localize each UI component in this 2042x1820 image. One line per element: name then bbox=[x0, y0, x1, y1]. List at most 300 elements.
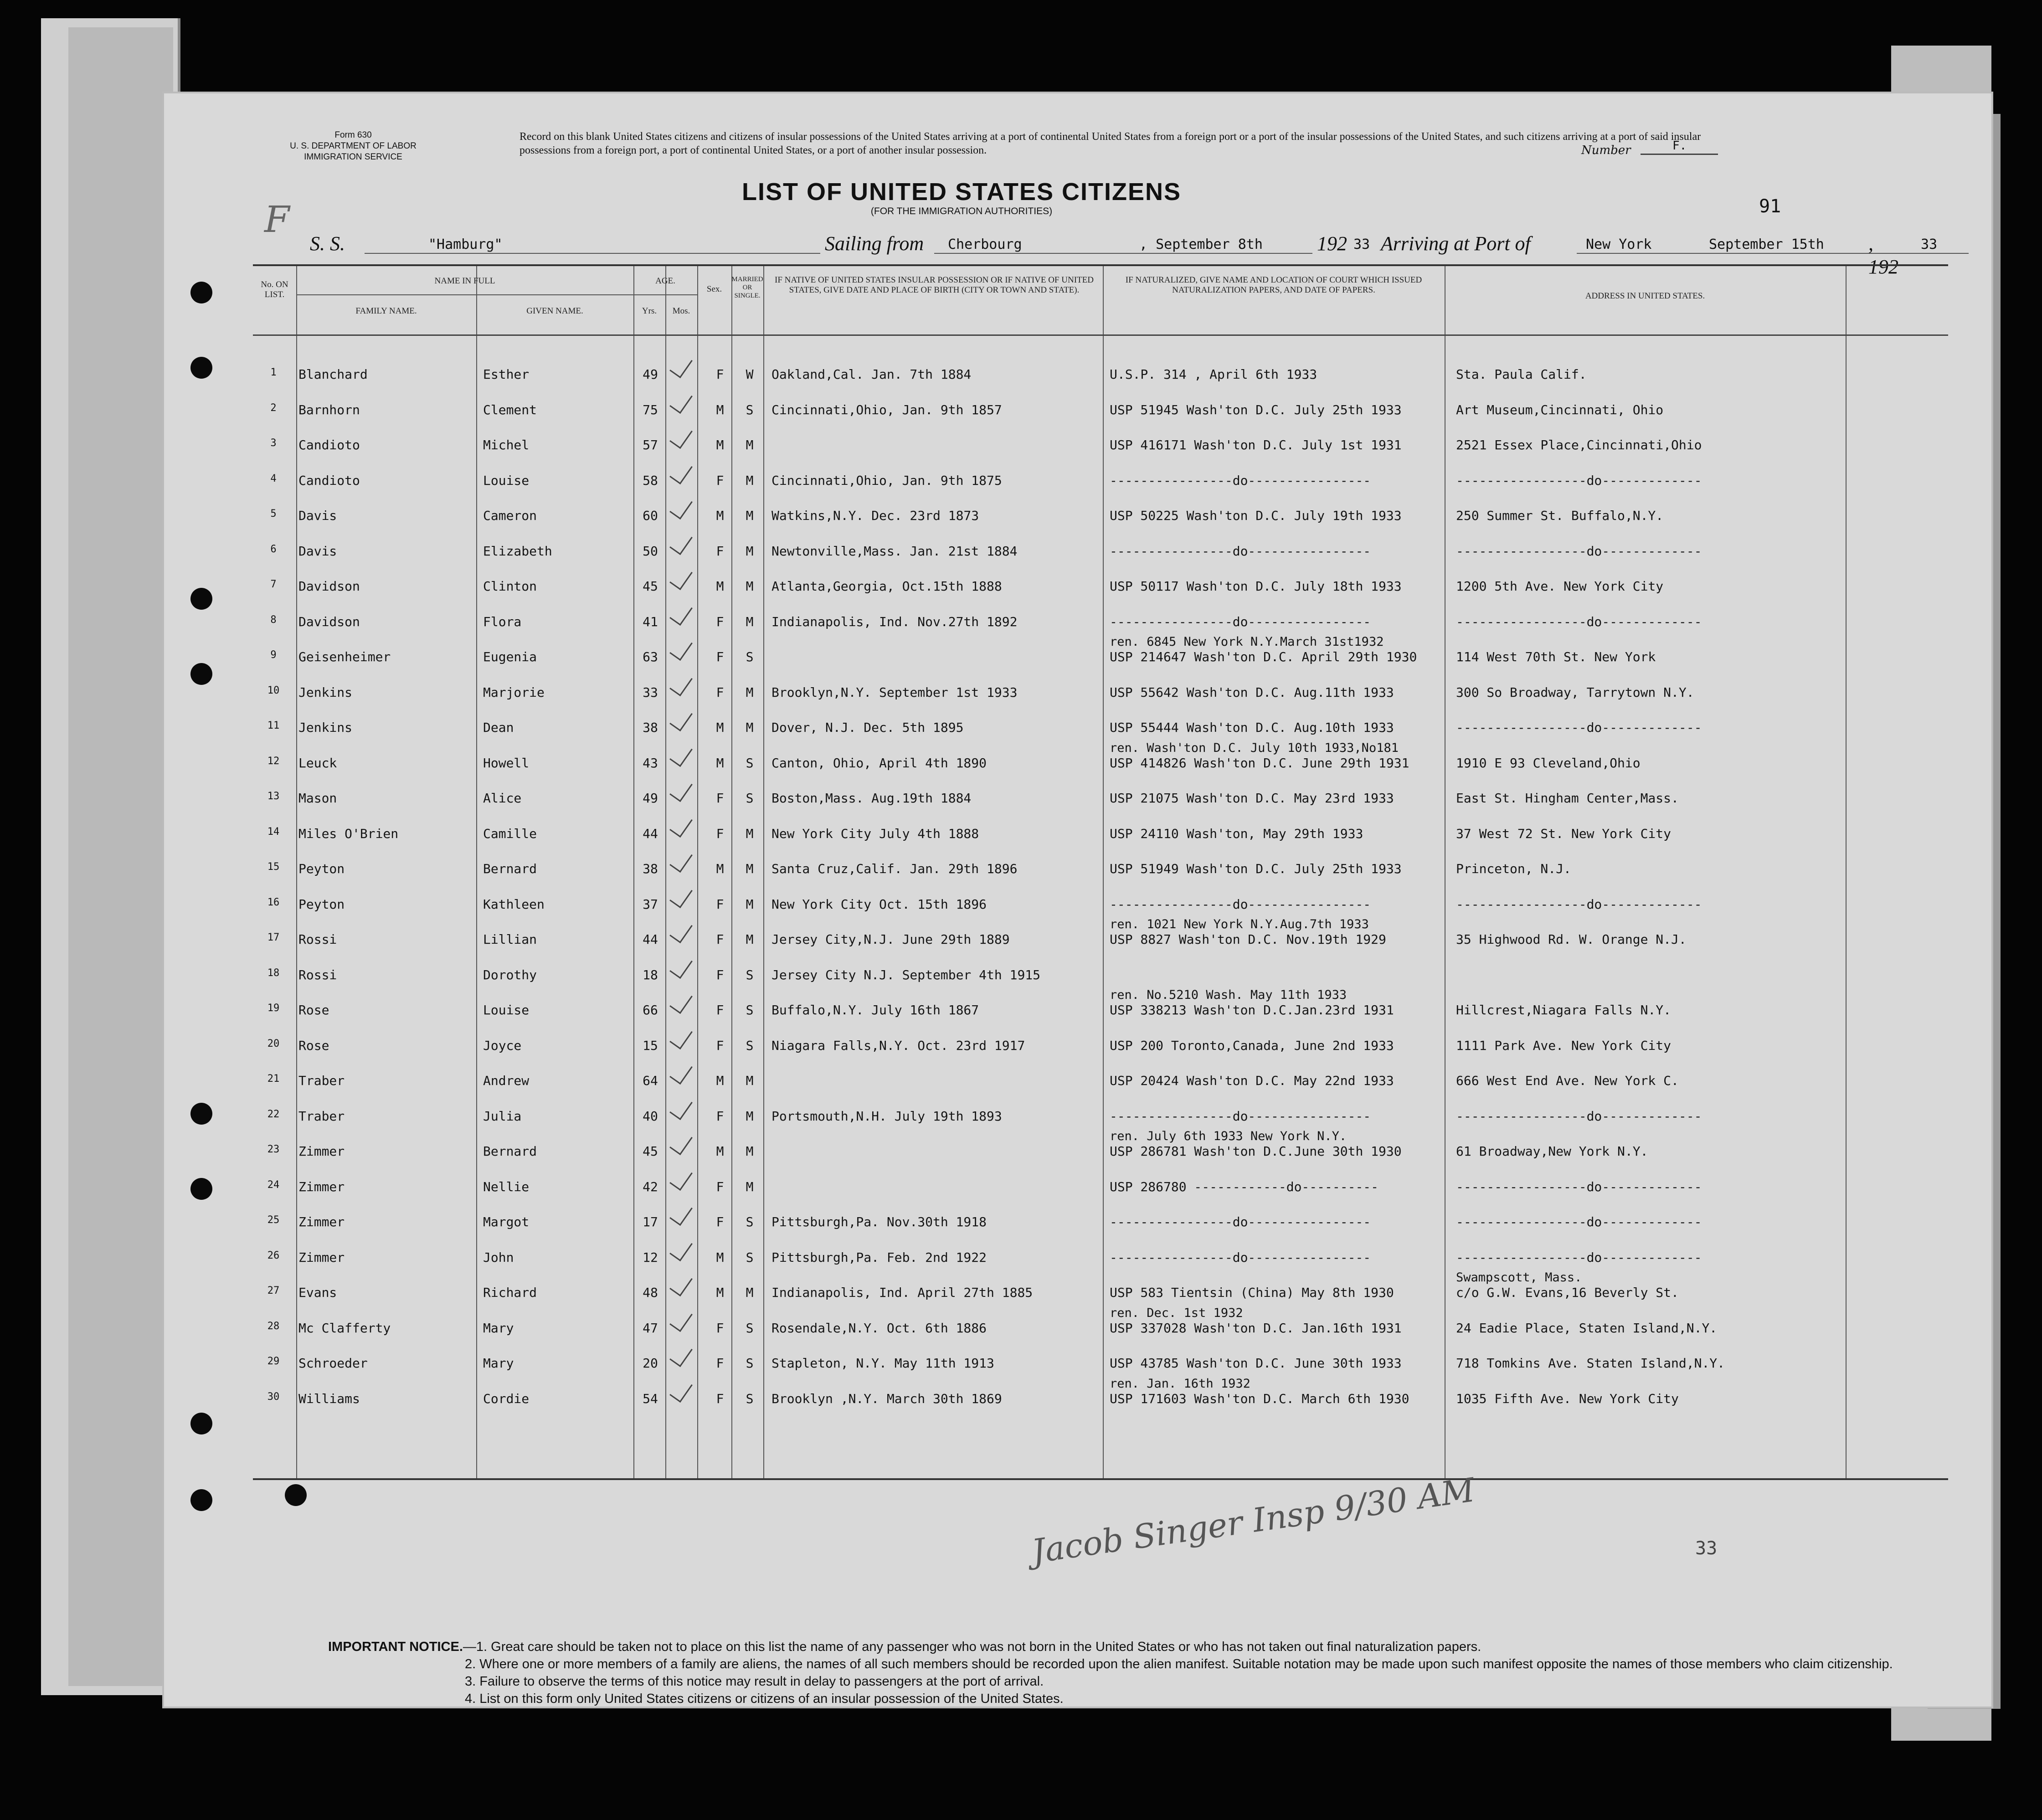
arrival-port: New York bbox=[1586, 236, 1652, 252]
sailing-label: Sailing from bbox=[825, 232, 924, 255]
cell-family-name: Blanchard bbox=[298, 367, 368, 382]
cell-given-name: Nellie bbox=[483, 1179, 530, 1194]
arrival-underline bbox=[1577, 253, 1969, 254]
cell-naturalization: USP 200 Toronto,Canada, June 2nd 1933 bbox=[1110, 1038, 1394, 1053]
cell-birth-place-date: Cincinnati,Ohio, Jan. 9th 1875 bbox=[772, 473, 1002, 488]
table-row bbox=[253, 774, 1948, 810]
cell-birth-place-date: Brooklyn ,N.Y. March 30th 1869 bbox=[772, 1391, 1002, 1406]
cell-age: 20 bbox=[643, 1356, 658, 1371]
cell-given-name: John bbox=[483, 1249, 514, 1265]
cell-address: 718 Tomkins Ave. Staten Island,N.Y. bbox=[1456, 1356, 1725, 1371]
cell-marital-status: M bbox=[746, 1108, 754, 1124]
cell-sex: M bbox=[716, 1144, 724, 1159]
cell-sex: F bbox=[716, 1320, 724, 1336]
cell-given-name: Julia bbox=[483, 1108, 522, 1124]
cell-list-number: 25 bbox=[267, 1214, 280, 1226]
tally-check-mark bbox=[669, 1271, 693, 1296]
cell-age: 60 bbox=[643, 508, 658, 523]
cell-given-name: Howell bbox=[483, 755, 530, 771]
departure-date: , September 8th bbox=[1139, 236, 1263, 252]
cell-birth-place-date: Newtonville,Mass. Jan. 21st 1884 bbox=[772, 543, 1018, 559]
cell-sex: F bbox=[716, 649, 724, 664]
punch-hole bbox=[190, 1489, 212, 1511]
tally-check-mark bbox=[669, 565, 693, 590]
cell-family-name: Rossi bbox=[298, 967, 337, 982]
table-row bbox=[253, 810, 1948, 845]
cell-given-name: Esther bbox=[483, 367, 530, 382]
cell-naturalization: USP 55444 Wash'ton D.C. Aug.10th 1933 bbox=[1110, 720, 1394, 735]
corner-mark: 33 bbox=[1695, 1538, 1718, 1559]
form-instructions: Record on this blank United States citizens and citizens of insular possessions of the United States arriving at a port of continental United States from a foreign port or a port of the insular possessions of the United States, and such citizens arriving at a port of said insular possessions from a foreign port, a port of continental United States, or a port of another insular possession. bbox=[520, 131, 1701, 156]
cell-naturalization-note: ren. Jan. 16th 1932 bbox=[1110, 1376, 1250, 1391]
table-row bbox=[253, 1127, 1948, 1163]
cell-birth-place-date: Stapleton, N.Y. May 11th 1913 bbox=[772, 1356, 994, 1371]
cell-list-number: 15 bbox=[267, 861, 280, 873]
cell-given-name: Flora bbox=[483, 614, 522, 629]
cell-family-name: Jenkins bbox=[298, 720, 353, 735]
tally-check-mark bbox=[669, 1342, 693, 1367]
cell-naturalization: USP 55642 Wash'ton D.C. Aug.11th 1933 bbox=[1110, 684, 1394, 700]
cell-given-name: Lillian bbox=[483, 932, 537, 947]
cell-address: -----------------do------------- bbox=[1456, 1214, 1702, 1229]
cell-marital-status: S bbox=[746, 1214, 754, 1229]
cell-given-name: Camille bbox=[483, 826, 537, 841]
tally-check-mark bbox=[669, 1236, 693, 1261]
cell-family-name: Zimmer bbox=[298, 1179, 345, 1194]
cell-age: 12 bbox=[643, 1249, 658, 1265]
cell-naturalization-note: ren. No.5210 Wash. May 11th 1933 bbox=[1110, 988, 1347, 1002]
cell-list-number: 13 bbox=[267, 791, 280, 802]
cell-naturalization: ----------------do---------------- bbox=[1110, 896, 1371, 912]
table-row bbox=[253, 951, 1948, 987]
cell-list-number: 14 bbox=[267, 826, 280, 838]
cell-family-name: Davidson bbox=[298, 579, 360, 594]
cell-list-number: 11 bbox=[267, 720, 280, 731]
cell-marital-status: M bbox=[746, 437, 754, 452]
cell-marital-status: S bbox=[746, 1320, 754, 1336]
table-row bbox=[253, 457, 1948, 492]
page-title: LIST OF UNITED STATES CITIZENS bbox=[742, 178, 1181, 206]
tally-check-mark bbox=[669, 636, 693, 661]
header-naturalized: IF NATURALIZED, GIVE NAME AND LOCATION OF COURT WHICH ISSUED NATURALIZATION PAPERS, AND DATE OF PAPERS. bbox=[1125, 275, 1422, 295]
cell-age: 49 bbox=[643, 791, 658, 806]
manifest-sheet bbox=[164, 93, 1991, 1707]
form-number: Form 630 bbox=[334, 130, 372, 140]
cell-age: 58 bbox=[643, 473, 658, 488]
year-suffix-2: 33 bbox=[1921, 236, 1938, 252]
cell-naturalization: ----------------do---------------- bbox=[1110, 1214, 1371, 1229]
cell-naturalization: U.S.P. 314 , April 6th 1933 bbox=[1110, 367, 1317, 382]
cell-list-number: 9 bbox=[270, 649, 277, 661]
cell-family-name: Peyton bbox=[298, 861, 345, 876]
cell-sex: M bbox=[716, 755, 724, 771]
cell-age: 38 bbox=[643, 861, 658, 876]
cell-naturalization-note: ren. 1021 New York N.Y.Aug.7th 1933 bbox=[1110, 917, 1369, 931]
cell-family-name: Schroeder bbox=[298, 1356, 368, 1371]
cell-birth-place-date: Dover, N.J. Dec. 5th 1895 bbox=[772, 720, 964, 735]
cell-family-name: Jenkins bbox=[298, 684, 353, 700]
header-given-name: GIVEN NAME. bbox=[526, 306, 583, 316]
cell-age: 75 bbox=[643, 402, 658, 417]
cell-age: 37 bbox=[643, 896, 658, 912]
header-family-name: FAMILY NAME. bbox=[355, 306, 417, 316]
cell-list-number: 21 bbox=[267, 1073, 280, 1085]
header-sex: Sex. bbox=[706, 284, 722, 294]
department: U. S. DEPARTMENT OF LABOR bbox=[290, 141, 417, 151]
cell-marital-status: M bbox=[746, 1073, 754, 1088]
number-underline bbox=[1641, 154, 1718, 155]
table-row bbox=[253, 704, 1948, 739]
cell-given-name: Louise bbox=[483, 473, 530, 488]
ss-label: S. S. bbox=[310, 232, 345, 255]
tally-check-mark bbox=[669, 494, 693, 519]
cell-birth-place-date: Oakland,Cal. Jan. 7th 1884 bbox=[772, 367, 972, 382]
tally-check-mark bbox=[669, 1095, 693, 1120]
cell-marital-status: S bbox=[746, 755, 754, 771]
cell-list-number: 24 bbox=[267, 1179, 280, 1191]
cell-naturalization-note: ren. Wash'ton D.C. July 10th 1933,No181 bbox=[1110, 740, 1399, 755]
cell-sex: F bbox=[716, 614, 724, 629]
cell-given-name: Joyce bbox=[483, 1038, 522, 1053]
cell-marital-status: S bbox=[746, 1391, 754, 1406]
cell-address: 37 West 72 St. New York City bbox=[1456, 826, 1672, 841]
tally-check-mark bbox=[669, 1130, 693, 1155]
cell-list-number: 1 bbox=[270, 367, 277, 378]
cell-family-name: Rose bbox=[298, 1003, 329, 1018]
year-prefix-1: 192 bbox=[1317, 232, 1347, 255]
ship-name: "Hamburg" bbox=[428, 236, 503, 252]
tally-check-mark bbox=[669, 1165, 693, 1190]
cell-sex: F bbox=[716, 1356, 724, 1371]
cell-sex: M bbox=[716, 508, 724, 523]
cell-naturalization: USP 286781 Wash'ton D.C.June 30th 1930 bbox=[1110, 1144, 1402, 1159]
notice-item: 4. List on this form only United States citizens or citizens of an insular possession of the United States. bbox=[465, 1691, 1064, 1706]
cell-birth-place-date: Jersey City N.J. September 4th 1915 bbox=[772, 967, 1041, 982]
cell-marital-status: M bbox=[746, 579, 754, 594]
cell-given-name: Clinton bbox=[483, 579, 537, 594]
cell-age: 38 bbox=[643, 720, 658, 735]
margin-mark: F bbox=[264, 198, 290, 241]
cell-list-number: 6 bbox=[270, 543, 277, 555]
cell-list-number: 19 bbox=[267, 1003, 280, 1014]
cell-naturalization: USP 414826 Wash'ton D.C. June 29th 1931 bbox=[1110, 755, 1409, 771]
cell-family-name: Rose bbox=[298, 1038, 329, 1053]
punch-hole bbox=[190, 1413, 212, 1434]
cell-sex: F bbox=[716, 367, 724, 382]
tally-check-mark bbox=[669, 848, 693, 873]
cell-given-name: Richard bbox=[483, 1285, 537, 1300]
cell-address: 2521 Essex Place,Cincinnati,Ohio bbox=[1456, 437, 1702, 452]
cell-naturalization-note: ren. Dec. 1st 1932 bbox=[1110, 1306, 1243, 1320]
header-name-in-full: NAME IN FULL bbox=[434, 276, 495, 286]
cell-address: 35 Highwood Rd. W. Orange N.J. bbox=[1456, 932, 1687, 947]
number-value: F. bbox=[1672, 139, 1687, 153]
header-bottom-rule bbox=[253, 334, 1948, 336]
table-row bbox=[253, 986, 1948, 1022]
cell-naturalization: USP 416171 Wash'ton D.C. July 1st 1931 bbox=[1110, 437, 1402, 452]
year-prefix-2: , 192 bbox=[1868, 232, 1898, 278]
cell-list-number: 8 bbox=[270, 614, 277, 626]
cell-marital-status: W bbox=[746, 367, 754, 382]
table-row bbox=[253, 492, 1948, 527]
cell-family-name: Traber bbox=[298, 1073, 345, 1088]
tally-check-mark bbox=[669, 459, 693, 484]
ship-underline bbox=[365, 253, 820, 254]
cell-birth-place-date: Canton, Ohio, April 4th 1890 bbox=[772, 755, 987, 771]
cell-list-number: 26 bbox=[267, 1249, 280, 1261]
cell-sex: F bbox=[716, 543, 724, 559]
cell-family-name: Zimmer bbox=[298, 1214, 345, 1229]
cell-address: Art Museum,Cincinnati, Ohio bbox=[1456, 402, 1664, 417]
header-married-single: MARRIED OR SINGLE. bbox=[731, 276, 763, 299]
cell-given-name: Dorothy bbox=[483, 967, 537, 982]
cell-given-name: Mary bbox=[483, 1320, 514, 1336]
cell-sex: F bbox=[716, 1003, 724, 1018]
cell-marital-status: M bbox=[746, 861, 754, 876]
cell-list-number: 30 bbox=[267, 1391, 280, 1403]
cell-naturalization: USP 214647 Wash'ton D.C. April 29th 1930 bbox=[1110, 649, 1417, 664]
tally-check-mark bbox=[669, 424, 693, 449]
header-yrs: Yrs. bbox=[642, 306, 657, 316]
table-row bbox=[253, 1163, 1948, 1198]
cell-naturalization: USP 171603 Wash'ton D.C. March 6th 1930 bbox=[1110, 1391, 1409, 1406]
cell-age: 48 bbox=[643, 1285, 658, 1300]
cell-marital-status: S bbox=[746, 1038, 754, 1053]
cell-marital-status: S bbox=[746, 649, 754, 664]
cell-sex: M bbox=[716, 1249, 724, 1265]
cell-marital-status: M bbox=[746, 614, 754, 629]
cell-list-number: 7 bbox=[270, 579, 277, 590]
cell-given-name: Louise bbox=[483, 1003, 530, 1018]
cell-address-note: Swampscott, Mass. bbox=[1456, 1270, 1582, 1285]
cell-marital-status: S bbox=[746, 791, 754, 806]
passenger-table bbox=[253, 264, 1948, 1480]
cell-given-name: Clement bbox=[483, 402, 537, 417]
cell-family-name: Mason bbox=[298, 791, 337, 806]
tally-check-mark bbox=[669, 953, 693, 978]
table-row bbox=[253, 668, 1948, 704]
cell-age: 42 bbox=[643, 1179, 658, 1194]
header-no: No. ON LIST. bbox=[261, 280, 288, 299]
cell-birth-place-date: Watkins,N.Y. Dec. 23rd 1873 bbox=[772, 508, 979, 523]
cell-address: -----------------do------------- bbox=[1456, 1108, 1702, 1124]
cell-family-name: Zimmer bbox=[298, 1144, 345, 1159]
cell-birth-place-date: Pittsburgh,Pa. Feb. 2nd 1922 bbox=[772, 1249, 987, 1265]
cell-address: -----------------do------------- bbox=[1456, 1249, 1702, 1265]
cell-family-name: Davis bbox=[298, 508, 337, 523]
punch-hole bbox=[190, 1103, 212, 1125]
table-row bbox=[253, 739, 1948, 775]
arrival-date: September 15th bbox=[1709, 236, 1824, 252]
cell-marital-status: S bbox=[746, 967, 754, 982]
cell-sex: M bbox=[716, 1073, 724, 1088]
cell-birth-place-date: Cincinnati,Ohio, Jan. 9th 1857 bbox=[772, 402, 1002, 417]
cell-birth-place-date: Pittsburgh,Pa. Nov.30th 1918 bbox=[772, 1214, 987, 1229]
cell-marital-status: M bbox=[746, 473, 754, 488]
cell-sex: F bbox=[716, 826, 724, 841]
year-suffix-1: 33 bbox=[1353, 236, 1370, 252]
cell-birth-place-date: Rosendale,N.Y. Oct. 6th 1886 bbox=[772, 1320, 987, 1336]
header-age: AGE. bbox=[655, 276, 675, 286]
tally-check-mark bbox=[669, 706, 693, 731]
tally-check-mark bbox=[669, 1059, 693, 1085]
cell-list-number: 10 bbox=[267, 684, 280, 696]
inspector-signature: Jacob Singer Insp 9/30 AM bbox=[1029, 1470, 1477, 1571]
cell-family-name: Candioto bbox=[298, 437, 360, 452]
cell-marital-status: M bbox=[746, 826, 754, 841]
cell-address: East St. Hingham Center,Mass. bbox=[1456, 791, 1679, 806]
cell-family-name: Davidson bbox=[298, 614, 360, 629]
cell-age: 64 bbox=[643, 1073, 658, 1088]
cell-sex: M bbox=[716, 1285, 724, 1300]
cell-list-number: 16 bbox=[267, 896, 280, 908]
cell-age: 50 bbox=[643, 543, 658, 559]
cell-age: 66 bbox=[643, 1003, 658, 1018]
tally-check-mark bbox=[669, 812, 693, 837]
cell-given-name: Mary bbox=[483, 1356, 514, 1371]
header-birth: IF NATIVE OF UNITED STATES INSULAR POSSESSION OR IF NATIVE OF UNITED STATES, GIVE DATE AND PLACE OF BIRTH (CITY OR TOWN AND STATE). bbox=[775, 275, 1094, 295]
punch-hole bbox=[190, 357, 212, 379]
cell-family-name: Evans bbox=[298, 1285, 337, 1300]
tally-check-mark bbox=[669, 989, 693, 1014]
cell-family-name: Leuck bbox=[298, 755, 337, 771]
cell-age: 57 bbox=[643, 437, 658, 452]
cell-sex: F bbox=[716, 1108, 724, 1124]
table-row bbox=[253, 1022, 1948, 1057]
cell-given-name: Cameron bbox=[483, 508, 537, 523]
cell-given-name: Alice bbox=[483, 791, 522, 806]
cell-sex: F bbox=[716, 1391, 724, 1406]
departure-port: Cherbourg bbox=[948, 236, 1022, 252]
cell-naturalization: USP 20424 Wash'ton D.C. May 22nd 1933 bbox=[1110, 1073, 1394, 1088]
cell-list-number: 20 bbox=[267, 1038, 280, 1049]
cell-family-name: Peyton bbox=[298, 896, 345, 912]
punch-hole bbox=[285, 1484, 307, 1506]
table-row bbox=[253, 386, 1948, 422]
table-row bbox=[253, 845, 1948, 880]
cell-age: 44 bbox=[643, 932, 658, 947]
tally-check-mark bbox=[669, 1306, 693, 1332]
table-row bbox=[253, 1092, 1948, 1128]
cell-given-name: Bernard bbox=[483, 861, 537, 876]
cell-birth-place-date: Brooklyn,N.Y. September 1st 1933 bbox=[772, 684, 1018, 700]
table-row bbox=[253, 1269, 1948, 1304]
cell-naturalization: USP 51949 Wash'ton D.C. July 25th 1933 bbox=[1110, 861, 1402, 876]
notice-item: 3. Failure to observe the terms of this notice may result in delay to passengers at the port of arrival. bbox=[465, 1674, 1044, 1689]
cell-age: 17 bbox=[643, 1214, 658, 1229]
cell-sex: F bbox=[716, 684, 724, 700]
notice-item: 2. Where one or more members of a family are aliens, the names of all such members should be recorded upon the alien manifest. Suitable notation may be made upon such manifest opposite the names of those members who claim citizenship. bbox=[465, 1657, 1893, 1671]
tally-check-mark bbox=[669, 353, 693, 378]
cell-family-name: Traber bbox=[298, 1108, 345, 1124]
form-identifier bbox=[278, 130, 428, 163]
cell-address: 666 West End Ave. New York C. bbox=[1456, 1073, 1679, 1088]
cell-address: 1111 Park Ave. New York City bbox=[1456, 1038, 1672, 1053]
cell-address: 1910 E 93 Cleveland,Ohio bbox=[1456, 755, 1641, 771]
cell-list-number: 4 bbox=[270, 473, 277, 484]
voyage-line bbox=[310, 230, 1938, 278]
cell-given-name: Cordie bbox=[483, 1391, 530, 1406]
cell-marital-status: M bbox=[746, 1285, 754, 1300]
cell-birth-place-date: Jersey City,N.J. June 29th 1889 bbox=[772, 932, 1010, 947]
cell-naturalization: USP 337028 Wash'ton D.C. Jan.16th 1931 bbox=[1110, 1320, 1402, 1336]
cell-naturalization: USP 51945 Wash'ton D.C. July 25th 1933 bbox=[1110, 402, 1402, 417]
cell-age: 18 bbox=[643, 967, 658, 982]
cell-list-number: 5 bbox=[270, 508, 277, 519]
table-row bbox=[253, 1339, 1948, 1375]
important-notice bbox=[328, 1638, 1969, 1707]
cell-naturalization-note: ren. 6845 New York N.Y.March 31st1932 bbox=[1110, 635, 1384, 649]
cell-address: Hillcrest,Niagara Falls N.Y. bbox=[1456, 1003, 1672, 1018]
cell-birth-place-date: Indianapolis, Ind. Nov.27th 1892 bbox=[772, 614, 1018, 629]
cell-address: Princeton, N.J. bbox=[1456, 861, 1571, 876]
cell-age: 49 bbox=[643, 367, 658, 382]
cell-age: 44 bbox=[643, 826, 658, 841]
cell-marital-status: M bbox=[746, 1144, 754, 1159]
cell-sex: M bbox=[716, 720, 724, 735]
cell-naturalization: USP 21075 Wash'ton D.C. May 23rd 1933 bbox=[1110, 791, 1394, 806]
cell-naturalization: ----------------do---------------- bbox=[1110, 543, 1371, 559]
cell-naturalization: USP 583 Tientsin (China) May 8th 1930 bbox=[1110, 1285, 1394, 1300]
punch-hole bbox=[190, 663, 212, 685]
cell-address: 24 Eadie Place, Staten Island,N.Y. bbox=[1456, 1320, 1718, 1336]
cell-marital-status: S bbox=[746, 1249, 754, 1265]
cell-naturalization: USP 24110 Wash'ton, May 29th 1933 bbox=[1110, 826, 1363, 841]
cell-address: 1035 Fifth Ave. New York City bbox=[1456, 1391, 1679, 1406]
cell-marital-status: M bbox=[746, 720, 754, 735]
cell-family-name: Williams bbox=[298, 1391, 360, 1406]
cell-age: 41 bbox=[643, 614, 658, 629]
cell-family-name: Davis bbox=[298, 543, 337, 559]
cell-list-number: 28 bbox=[267, 1320, 280, 1332]
cell-family-name: Barnhorn bbox=[298, 402, 360, 417]
cell-given-name: Andrew bbox=[483, 1073, 530, 1088]
cell-naturalization: USP 8827 Wash'ton D.C. Nov.19th 1929 bbox=[1110, 932, 1386, 947]
table-row bbox=[253, 421, 1948, 457]
table-row bbox=[253, 1375, 1948, 1410]
cell-given-name: Marjorie bbox=[483, 684, 545, 700]
cell-list-number: 27 bbox=[267, 1285, 280, 1296]
cell-given-name: Kathleen bbox=[483, 896, 545, 912]
cell-marital-status: M bbox=[746, 896, 754, 912]
cell-age: 45 bbox=[643, 579, 658, 594]
cell-sex: M bbox=[716, 861, 724, 876]
cell-marital-status: M bbox=[746, 543, 754, 559]
cell-sex: M bbox=[716, 579, 724, 594]
punch-hole bbox=[190, 1178, 212, 1200]
underlying-page-left-inner bbox=[68, 27, 173, 1686]
cell-sex: F bbox=[716, 967, 724, 982]
cell-given-name: Margot bbox=[483, 1214, 530, 1229]
cell-birth-place-date: Indianapolis, Ind. April 27th 1885 bbox=[772, 1285, 1033, 1300]
page-number: 91 bbox=[1759, 196, 1781, 217]
cell-age: 45 bbox=[643, 1144, 658, 1159]
tally-check-mark bbox=[669, 600, 693, 625]
cell-naturalization: USP 50117 Wash'ton D.C. July 18th 1933 bbox=[1110, 579, 1402, 594]
cell-family-name: Mc Clafferty bbox=[298, 1320, 391, 1336]
cell-address: Sta. Paula Calif. bbox=[1456, 367, 1587, 382]
tally-check-mark bbox=[669, 1377, 693, 1402]
cell-age: 40 bbox=[643, 1108, 658, 1124]
tally-check-mark bbox=[669, 741, 693, 766]
cell-birth-place-date: Santa Cruz,Calif. Jan. 29th 1896 bbox=[772, 861, 1018, 876]
cell-birth-place-date: New York City Oct. 15th 1896 bbox=[772, 896, 987, 912]
cell-age: 33 bbox=[643, 684, 658, 700]
table-row bbox=[253, 350, 1948, 386]
cell-address: -----------------do------------- bbox=[1456, 1179, 1702, 1194]
cell-list-number: 2 bbox=[270, 402, 277, 414]
cell-address: 1200 5th Ave. New York City bbox=[1456, 579, 1664, 594]
